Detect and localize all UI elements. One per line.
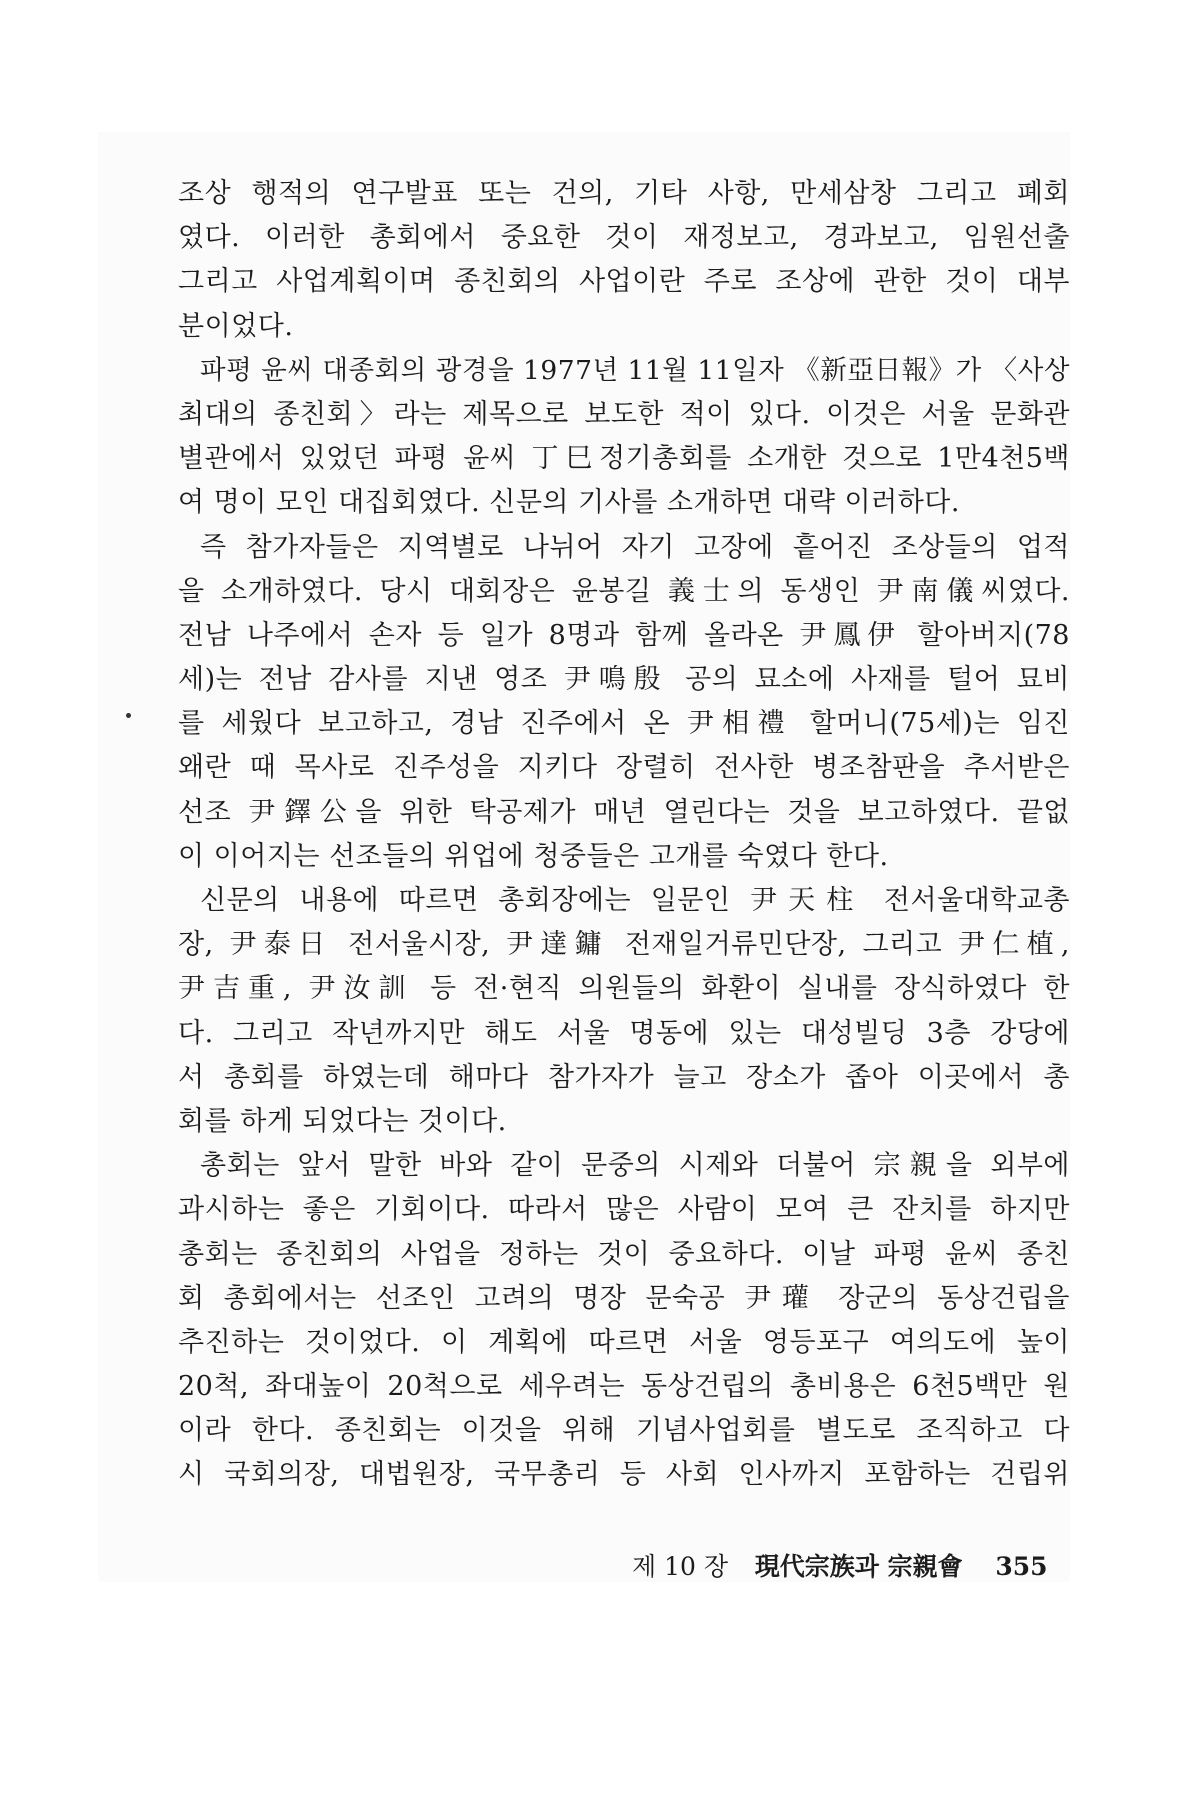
text-line: 시 국회의장, 대법원장, 국무총리 등 사회 인사까지 포함하는 건립위 (178, 1459, 1070, 1491)
body-text (178, 172, 1070, 1498)
text-line: 였다. 이러한 총회에서 중요한 것이 재정보고, 경과보고, 임원선출 (178, 222, 1070, 254)
text-line: 장, 尹泰日 전서울시장, 尹達鏞 전재일거류민단장, 그리고 尹仁植, (178, 929, 1070, 961)
text-line: 이 이어지는 선조들의 위업에 청중들은 고개를 숙였다 한다. (178, 840, 889, 872)
text-line: 를 세웠다 보고하고, 경남 진주에서 온 尹相禮 할머니(75세)는 임진 (178, 708, 1070, 740)
running-footer (632, 1547, 1048, 1587)
text-line: 이라 한다. 종친회는 이것을 위해 기념사업회를 별도로 조직하고 다 (178, 1415, 1070, 1447)
text-line: 20척, 좌대높이 20척으로 세우려는 동상건립의 총비용은 6천5백만 원 (178, 1371, 1070, 1403)
paragraph-first-line: 파평 윤씨 대종회의 광경을 1977년 11월 11일자 《新亞日報》가 〈사상 (200, 354, 1070, 386)
stray-mark (126, 713, 131, 718)
text-line: 최대의 종친회〉라는 제목으로 보도한 적이 있다. 이것은 서울 문화관 (178, 398, 1070, 430)
chapter-label: 제 10 장 (632, 1552, 729, 1581)
paragraph-first-line: 신문의 내용에 따르면 총회장에는 일문인 尹天柱 전서울대학교총 (200, 885, 1070, 916)
text-line: 총회는 종친회의 사업을 정하는 것이 중요하다. 이날 파평 윤씨 종친 (178, 1238, 1070, 1270)
paragraph-first-line: 즉 참가자들은 지역별로 나뉘어 자기 고장에 흩어진 조상들의 업적 (200, 531, 1070, 563)
chapter-title: 現代宗族과 宗親會 (754, 1552, 963, 1581)
page-number: 355 (995, 1552, 1048, 1581)
text-line: 추진하는 것이었다. 이 계획에 따르면 서울 영등포구 여의도에 높이 (178, 1326, 1070, 1358)
text-line: 세)는 전남 감사를 지낸 영조 尹鳴殷 공의 묘소에 사재를 털어 묘비 (178, 664, 1070, 696)
text-line: 분이었다. (178, 310, 294, 342)
text-line: 다. 그리고 작년까지만 해도 서울 명동에 있는 대성빌딩 3층 강당에 (178, 1017, 1070, 1049)
paragraph-first-line: 총회는 앞서 말한 바와 같이 문중의 시제와 더불어 宗親을 외부에 (200, 1150, 1070, 1182)
text-line: 왜란 때 목사로 진주성을 지키다 장렬히 전사한 병조참판을 추서받은 (178, 752, 1070, 784)
text-line: 회 총회에서는 선조인 고려의 명장 문숙공 尹瓘 장군의 동상건립을 (178, 1282, 1070, 1314)
text-line: 과시하는 좋은 기회이다. 따라서 많은 사람이 모여 큰 잔치를 하지만 (178, 1194, 1070, 1226)
text-line: 조상 행적의 연구발표 또는 건의, 기타 사항, 만세삼창 그리고 폐회 (178, 178, 1070, 209)
text-line: 여 명이 모인 대집회였다. 신문의 기사를 소개하면 대략 이러하다. (178, 487, 960, 519)
text-line: 을 소개하였다. 당시 대회장은 윤봉길 義士의 동생인 尹南儀씨였다. (178, 575, 1070, 607)
text-line: 별관에서 있었던 파평 윤씨 丁巳정기총회를 소개한 것으로 1만4천5백 (178, 443, 1070, 475)
text-line: 전남 나주에서 손자 등 일가 8명과 함께 올라온 尹鳳伊 할아버지(78 (178, 619, 1070, 651)
text-line: 尹吉重, 尹汝訓 등 전·현직 의원들의 화환이 실내를 장식하였다 한 (178, 973, 1070, 1005)
text-line: 선조 尹鐸公을 위한 탁공제가 매년 열린다는 것을 보고하였다. 끝없 (178, 796, 1070, 828)
text-line: 그리고 사업계획이며 종친회의 사업이란 주로 조상에 관한 것이 대부 (178, 266, 1070, 298)
text-line: 회를 하게 되었다는 것이다. (178, 1105, 507, 1137)
text-line: 서 총회를 하였는데 해마다 참가자가 늘고 장소가 좁아 이곳에서 총 (178, 1061, 1070, 1093)
